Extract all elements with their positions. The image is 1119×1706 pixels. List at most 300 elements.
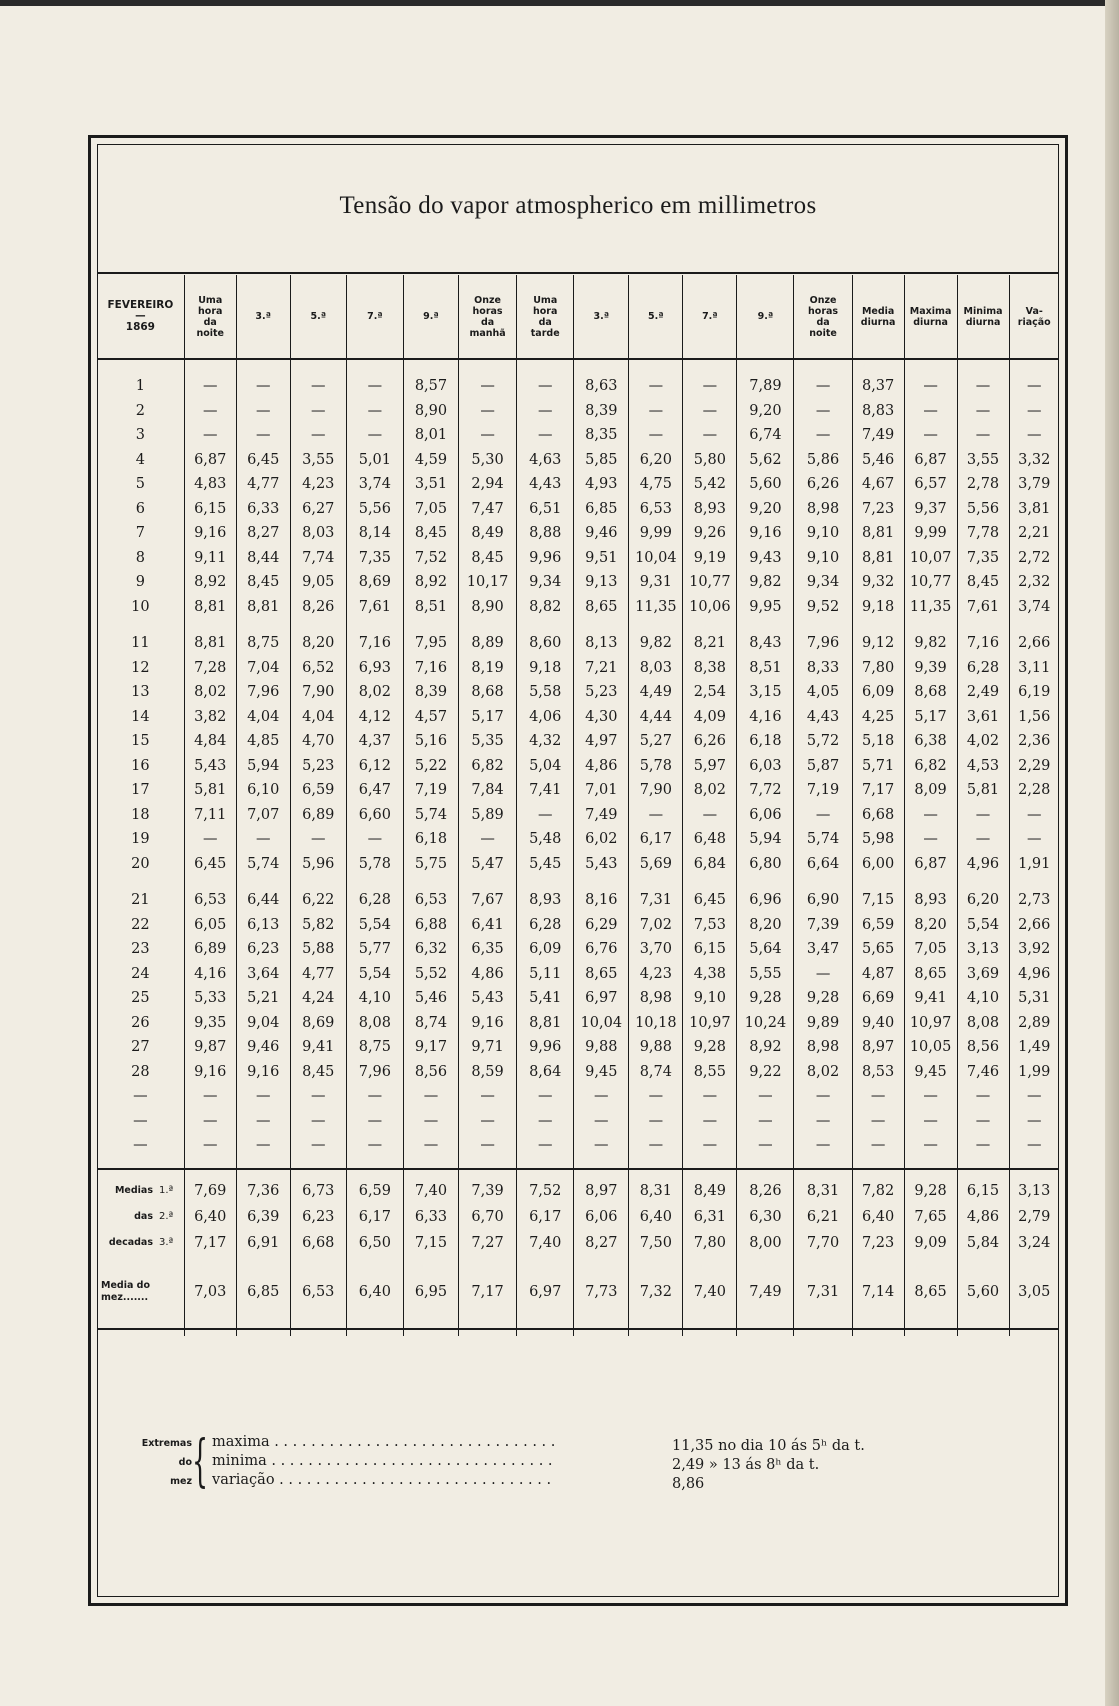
value-cell: 3,92 <box>1009 937 1059 962</box>
day-cell: 26 <box>131 1014 150 1031</box>
extremas-name: minima . . . . . . . . . . . . . . . . . . . . . . . . . . . . . . . <box>212 1453 553 1469</box>
value-cell: — <box>904 374 957 399</box>
value-cell: — <box>517 423 574 448</box>
value-cell: 6,57 <box>904 472 957 497</box>
value-cell: 6,21 <box>794 1204 852 1230</box>
value-cell: 9,28 <box>737 986 794 1011</box>
value-cell: 9,10 <box>683 986 737 1011</box>
value-cell: 8,69 <box>346 570 403 595</box>
value-cell: 9,52 <box>794 595 852 620</box>
value-cell: 6,09 <box>852 680 904 705</box>
value-cell: 7,84 <box>458 778 516 803</box>
extremas-row-minima <box>212 1453 819 1472</box>
page-right-edge <box>1105 0 1119 1706</box>
value-cell: 6,26 <box>794 472 852 497</box>
day-cell: 25 <box>131 990 150 1007</box>
value-cell: 2,94 <box>458 472 516 497</box>
value-cell: 6,82 <box>458 754 516 779</box>
value-cell: 8,60 <box>517 631 574 656</box>
value-cell: 7,19 <box>403 778 458 803</box>
value-cell: — <box>957 1109 1009 1134</box>
value-cell: 7,23 <box>852 1230 904 1256</box>
value-cell: 9,28 <box>683 1035 737 1060</box>
value-cell: 8,64 <box>517 1060 574 1085</box>
value-cell: 5,33 <box>184 986 236 1011</box>
value-cell: 5,81 <box>957 778 1009 803</box>
value-cell: 8,49 <box>458 521 516 546</box>
value-cell: 6,45 <box>236 448 290 473</box>
value-cell: 6,30 <box>737 1204 794 1230</box>
day-cell: 21 <box>131 892 150 909</box>
value-cell: 6,20 <box>957 888 1009 913</box>
spacer-cell <box>403 359 458 374</box>
table-row <box>97 1133 1059 1158</box>
extremas-name: maxima . . . . . . . . . . . . . . . . . . . . . . . . . . . . . . . <box>212 1434 556 1450</box>
value-cell: 5,18 <box>852 729 904 754</box>
value-cell: 6,09 <box>517 937 574 962</box>
spacer-row <box>97 619 1059 631</box>
value-cell: 5,96 <box>290 852 346 877</box>
spacer-cell <box>1009 1158 1059 1169</box>
value-cell: — <box>346 1084 403 1109</box>
value-cell: 7,49 <box>574 803 629 828</box>
value-cell: 8,65 <box>904 1256 957 1329</box>
spacer-cell <box>957 876 1009 888</box>
value-cell: 5,01 <box>346 448 403 473</box>
column-header: Maxima diurna <box>904 275 957 359</box>
value-cell: 5,60 <box>737 472 794 497</box>
value-cell: 6,39 <box>236 1204 290 1230</box>
column-header: Va- riação <box>1009 275 1059 359</box>
table-row <box>97 595 1059 620</box>
value-cell: 6,20 <box>629 448 683 473</box>
spacer-cell <box>683 1329 737 1336</box>
value-cell: — <box>290 1084 346 1109</box>
value-cell: — <box>346 423 403 448</box>
value-cell: 4,75 <box>629 472 683 497</box>
value-cell: 9,19 <box>683 546 737 571</box>
value-cell: 6,80 <box>737 852 794 877</box>
value-cell: — <box>346 399 403 424</box>
value-cell: 6,41 <box>458 913 516 938</box>
value-cell: 6,74 <box>737 423 794 448</box>
value-cell: 6,15 <box>184 497 236 522</box>
extremas-value: 11,35 no dia 10 ás 5ʰ da t. <box>672 1438 865 1454</box>
table-row <box>97 631 1059 656</box>
value-cell: 9,16 <box>737 521 794 546</box>
value-cell: — <box>290 827 346 852</box>
value-cell: 7,31 <box>794 1256 852 1329</box>
spacer-cell <box>852 619 904 631</box>
value-cell: — <box>458 1109 516 1134</box>
medias-label-cell <box>97 1230 184 1256</box>
value-cell: 7,49 <box>852 423 904 448</box>
spacer-cell <box>1009 1329 1059 1336</box>
spacer-cell <box>458 876 516 888</box>
value-cell: 4,16 <box>184 962 236 987</box>
value-cell: 7,96 <box>236 680 290 705</box>
value-cell: 6,03 <box>737 754 794 779</box>
value-cell: 8,89 <box>458 631 516 656</box>
value-cell: 6,13 <box>236 913 290 938</box>
value-cell: 5,62 <box>737 448 794 473</box>
spacer-cell <box>236 619 290 631</box>
value-cell: 9,18 <box>852 595 904 620</box>
value-cell: 5,64 <box>737 937 794 962</box>
spacer-cell <box>184 1158 236 1169</box>
value-cell: 7,90 <box>629 778 683 803</box>
spacer-cell <box>97 1158 184 1169</box>
column-header: 3.ª <box>574 275 629 359</box>
value-cell: 7,39 <box>458 1178 516 1204</box>
day-cell: 10 <box>131 598 150 615</box>
value-cell: 7,74 <box>290 546 346 571</box>
value-cell: 9,26 <box>683 521 737 546</box>
value-cell: 8,55 <box>683 1060 737 1085</box>
value-cell: 5,77 <box>346 937 403 962</box>
value-cell: 9,88 <box>629 1035 683 1060</box>
spacer-cell <box>683 359 737 374</box>
value-cell: 9,28 <box>904 1178 957 1204</box>
value-cell: 9,32 <box>852 570 904 595</box>
value-cell: 5,82 <box>290 913 346 938</box>
value-cell: 1,56 <box>1009 705 1059 730</box>
value-cell: 2,66 <box>1009 913 1059 938</box>
value-cell: 8,93 <box>683 497 737 522</box>
title-rule <box>97 272 1059 274</box>
value-cell: — <box>852 1084 904 1109</box>
value-cell: 6,40 <box>629 1204 683 1230</box>
value-cell: 8,14 <box>346 521 403 546</box>
value-cell: 4,43 <box>794 705 852 730</box>
value-cell: 5,72 <box>794 729 852 754</box>
value-cell: — <box>346 1133 403 1158</box>
value-cell: 8,90 <box>403 399 458 424</box>
value-cell: 7,17 <box>458 1256 516 1329</box>
value-cell: 6,23 <box>236 937 290 962</box>
value-cell: 6,40 <box>852 1204 904 1230</box>
decade-tag: 3.ª <box>159 1236 174 1248</box>
value-cell: 6,50 <box>346 1230 403 1256</box>
value-cell: 8,26 <box>737 1178 794 1204</box>
value-cell: 6,02 <box>574 827 629 852</box>
value-cell: 6,18 <box>737 729 794 754</box>
value-cell: 6,15 <box>683 937 737 962</box>
day-cell: 16 <box>131 757 150 774</box>
value-cell: 5,97 <box>683 754 737 779</box>
value-cell: 5,69 <box>629 852 683 877</box>
value-cell: 8,21 <box>683 631 737 656</box>
value-cell: 6,19 <box>1009 680 1059 705</box>
value-cell: 6,95 <box>403 1256 458 1329</box>
value-cell: — <box>458 1133 516 1158</box>
value-cell: — <box>957 827 1009 852</box>
value-cell: 5,22 <box>403 754 458 779</box>
value-cell: 4,30 <box>574 705 629 730</box>
value-cell: 7,27 <box>458 1230 516 1256</box>
day-cell: 7 <box>135 525 145 542</box>
table-row <box>97 913 1059 938</box>
spacer-cell <box>403 1158 458 1169</box>
extremas-label-line: do <box>178 1457 192 1468</box>
value-cell: 9,20 <box>737 497 794 522</box>
value-cell: 10,04 <box>629 546 683 571</box>
value-cell: 5,30 <box>458 448 516 473</box>
day-cell: — <box>133 1137 148 1154</box>
spacer-cell <box>290 1158 346 1169</box>
value-cell: 5,58 <box>517 680 574 705</box>
value-cell: 4,04 <box>290 705 346 730</box>
table-row <box>97 546 1059 571</box>
column-header: 9.ª <box>737 275 794 359</box>
medias-label-cell <box>97 1178 184 1204</box>
value-cell: 9,99 <box>904 521 957 546</box>
value-cell: — <box>236 374 290 399</box>
spacer-cell <box>629 876 683 888</box>
spacer-cell <box>737 1329 794 1336</box>
spacer-cell <box>346 1169 403 1178</box>
value-cell: — <box>683 399 737 424</box>
value-cell: 7,82 <box>852 1178 904 1204</box>
value-cell: 4,44 <box>629 705 683 730</box>
value-cell: 7,03 <box>184 1256 236 1329</box>
column-header: Uma hora da tarde <box>517 275 574 359</box>
day-cell: 2 <box>135 402 145 419</box>
spacer-cell <box>517 1169 574 1178</box>
spacer-cell <box>574 1329 629 1336</box>
value-cell: 9,11 <box>184 546 236 571</box>
value-cell: 5,41 <box>517 986 574 1011</box>
value-cell: 8,97 <box>852 1035 904 1060</box>
value-cell: 3,55 <box>290 448 346 473</box>
spacer-cell <box>346 619 403 631</box>
value-cell: 8,68 <box>904 680 957 705</box>
value-cell: — <box>290 1109 346 1134</box>
spacer-row <box>97 1169 1059 1178</box>
value-cell: 5,74 <box>403 803 458 828</box>
value-cell: 7,21 <box>574 656 629 681</box>
spacer-cell <box>683 619 737 631</box>
value-cell: 8,02 <box>794 1060 852 1085</box>
spacer-cell <box>574 359 629 374</box>
value-cell: 6,17 <box>629 827 683 852</box>
spacer-cell <box>737 876 794 888</box>
spacer-cell <box>517 876 574 888</box>
medias-row <box>97 1230 1059 1256</box>
value-cell: 11,35 <box>904 595 957 620</box>
value-cell: — <box>1009 827 1059 852</box>
value-cell: 5,17 <box>458 705 516 730</box>
day-cell: 14 <box>131 708 150 725</box>
value-cell: 5,94 <box>737 827 794 852</box>
column-header: Onze horas da manhã <box>458 275 516 359</box>
value-cell: 4,25 <box>852 705 904 730</box>
value-cell: 5,54 <box>346 962 403 987</box>
value-cell: 9,39 <box>904 656 957 681</box>
value-cell: — <box>458 1084 516 1109</box>
value-cell: 3,51 <box>403 472 458 497</box>
spacer-cell <box>574 876 629 888</box>
value-cell: 6,27 <box>290 497 346 522</box>
spacer-cell <box>904 1329 957 1336</box>
spacer-cell <box>184 1169 236 1178</box>
value-cell: 6,00 <box>852 852 904 877</box>
spacer-cell <box>458 1158 516 1169</box>
value-cell: 8,97 <box>574 1178 629 1204</box>
value-cell: 4,86 <box>458 962 516 987</box>
value-cell: 6,17 <box>346 1204 403 1230</box>
value-cell: 7,40 <box>683 1256 737 1329</box>
medias-label: Medias <box>114 1184 153 1196</box>
value-cell: 2,66 <box>1009 631 1059 656</box>
value-cell: 9,10 <box>794 546 852 571</box>
value-cell: — <box>683 1133 737 1158</box>
value-cell: 8,81 <box>852 546 904 571</box>
spacer-cell <box>683 1169 737 1178</box>
value-cell: 9,87 <box>184 1035 236 1060</box>
spacer-cell <box>904 359 957 374</box>
value-cell: 9,45 <box>574 1060 629 1085</box>
spacer-cell <box>957 1158 1009 1169</box>
value-cell: 8,13 <box>574 631 629 656</box>
extremas-label <box>130 1434 192 1491</box>
value-cell: 3,81 <box>1009 497 1059 522</box>
decade-tag: 2.ª <box>159 1210 174 1222</box>
table-row <box>97 888 1059 913</box>
day-cell: 15 <box>131 733 150 750</box>
value-cell: 4,85 <box>236 729 290 754</box>
column-header: Onze horas da noite <box>794 275 852 359</box>
value-cell: 6,51 <box>517 497 574 522</box>
value-cell: 7,53 <box>683 913 737 938</box>
spacer-cell <box>403 619 458 631</box>
value-cell: 7,04 <box>236 656 290 681</box>
value-cell: 8,27 <box>236 521 290 546</box>
page-top-edge <box>0 0 1119 6</box>
value-cell: 3,55 <box>957 448 1009 473</box>
value-cell: — <box>184 374 236 399</box>
value-cell: 7,16 <box>957 631 1009 656</box>
value-cell: 6,59 <box>290 778 346 803</box>
value-cell: 8,33 <box>794 656 852 681</box>
value-cell: 3,47 <box>794 937 852 962</box>
value-cell: 9,95 <box>737 595 794 620</box>
column-header: 9.ª <box>403 275 458 359</box>
day-cell: 17 <box>131 782 150 799</box>
value-cell: 6,29 <box>574 913 629 938</box>
value-cell: 3,15 <box>737 680 794 705</box>
value-cell: 10,05 <box>904 1035 957 1060</box>
value-cell: 4,70 <box>290 729 346 754</box>
value-cell: 6,40 <box>184 1204 236 1230</box>
extremas-row-maxima <box>212 1434 865 1453</box>
value-cell: 8,57 <box>403 374 458 399</box>
value-cell: 4,93 <box>574 472 629 497</box>
value-cell: 6,85 <box>236 1256 290 1329</box>
column-header: Media diurna <box>852 275 904 359</box>
value-cell: 3,11 <box>1009 656 1059 681</box>
value-cell: 10,24 <box>737 1011 794 1036</box>
extremas-value: 2,49 » 13 ás 8ʰ da t. <box>672 1457 820 1473</box>
value-cell: 8,26 <box>290 595 346 620</box>
value-cell: 9,16 <box>184 521 236 546</box>
spacer-cell <box>629 1169 683 1178</box>
value-cell: 4,24 <box>290 986 346 1011</box>
spacer-cell <box>184 876 236 888</box>
value-cell: 5,60 <box>957 1256 1009 1329</box>
value-cell: — <box>737 1133 794 1158</box>
value-cell: 8,02 <box>184 680 236 705</box>
value-cell: — <box>236 399 290 424</box>
value-cell: — <box>403 1084 458 1109</box>
value-cell: 7,16 <box>346 631 403 656</box>
value-cell: — <box>629 423 683 448</box>
value-cell: 6,68 <box>290 1230 346 1256</box>
day-cell: 23 <box>131 941 150 958</box>
value-cell: 6,44 <box>236 888 290 913</box>
value-cell: 4,59 <box>403 448 458 473</box>
value-cell: 8,92 <box>737 1035 794 1060</box>
value-cell: 4,96 <box>957 852 1009 877</box>
value-cell: 4,96 <box>1009 962 1059 987</box>
day-cell: 5 <box>135 476 145 493</box>
value-cell: 6,53 <box>629 497 683 522</box>
value-cell: 9,96 <box>517 1035 574 1060</box>
value-cell: 9,10 <box>794 521 852 546</box>
value-cell: 6,69 <box>852 986 904 1011</box>
column-header: 5.ª <box>290 275 346 359</box>
value-cell: 2,54 <box>683 680 737 705</box>
value-cell: 4,02 <box>957 729 1009 754</box>
value-cell: 9,18 <box>517 656 574 681</box>
value-cell: — <box>1009 423 1059 448</box>
value-cell: 7,80 <box>852 656 904 681</box>
value-cell: 6,33 <box>403 1204 458 1230</box>
value-cell: — <box>629 803 683 828</box>
value-cell: 6,32 <box>403 937 458 962</box>
value-cell: 8,43 <box>737 631 794 656</box>
value-cell: 5,75 <box>403 852 458 877</box>
value-cell: 4,23 <box>290 472 346 497</box>
value-cell: — <box>794 1084 852 1109</box>
value-cell: — <box>794 1109 852 1134</box>
page-title: Tensão do vapor atmospherico em millimetros <box>339 192 817 219</box>
value-cell: 7,40 <box>403 1178 458 1204</box>
value-cell: 6,70 <box>458 1204 516 1230</box>
value-cell: 6,40 <box>346 1256 403 1329</box>
spacer-cell <box>236 359 290 374</box>
value-cell: 8,31 <box>629 1178 683 1204</box>
value-cell: 8,81 <box>852 521 904 546</box>
value-cell: 8,65 <box>574 595 629 620</box>
value-cell: 7,02 <box>629 913 683 938</box>
value-cell: 10,07 <box>904 546 957 571</box>
value-cell: 8,35 <box>574 423 629 448</box>
value-cell: 6,06 <box>574 1204 629 1230</box>
value-cell: — <box>737 1084 794 1109</box>
value-cell: 6,89 <box>290 803 346 828</box>
value-cell: 8,82 <box>517 595 574 620</box>
value-cell: 5,46 <box>403 986 458 1011</box>
value-cell: 7,47 <box>458 497 516 522</box>
column-header: 7.ª <box>683 275 737 359</box>
spacer-cell <box>236 1169 290 1178</box>
spacer-cell <box>184 1329 236 1336</box>
value-cell: 5,45 <box>517 852 574 877</box>
value-cell: 8,20 <box>290 631 346 656</box>
value-cell: 4,12 <box>346 705 403 730</box>
value-cell: 5,65 <box>852 937 904 962</box>
